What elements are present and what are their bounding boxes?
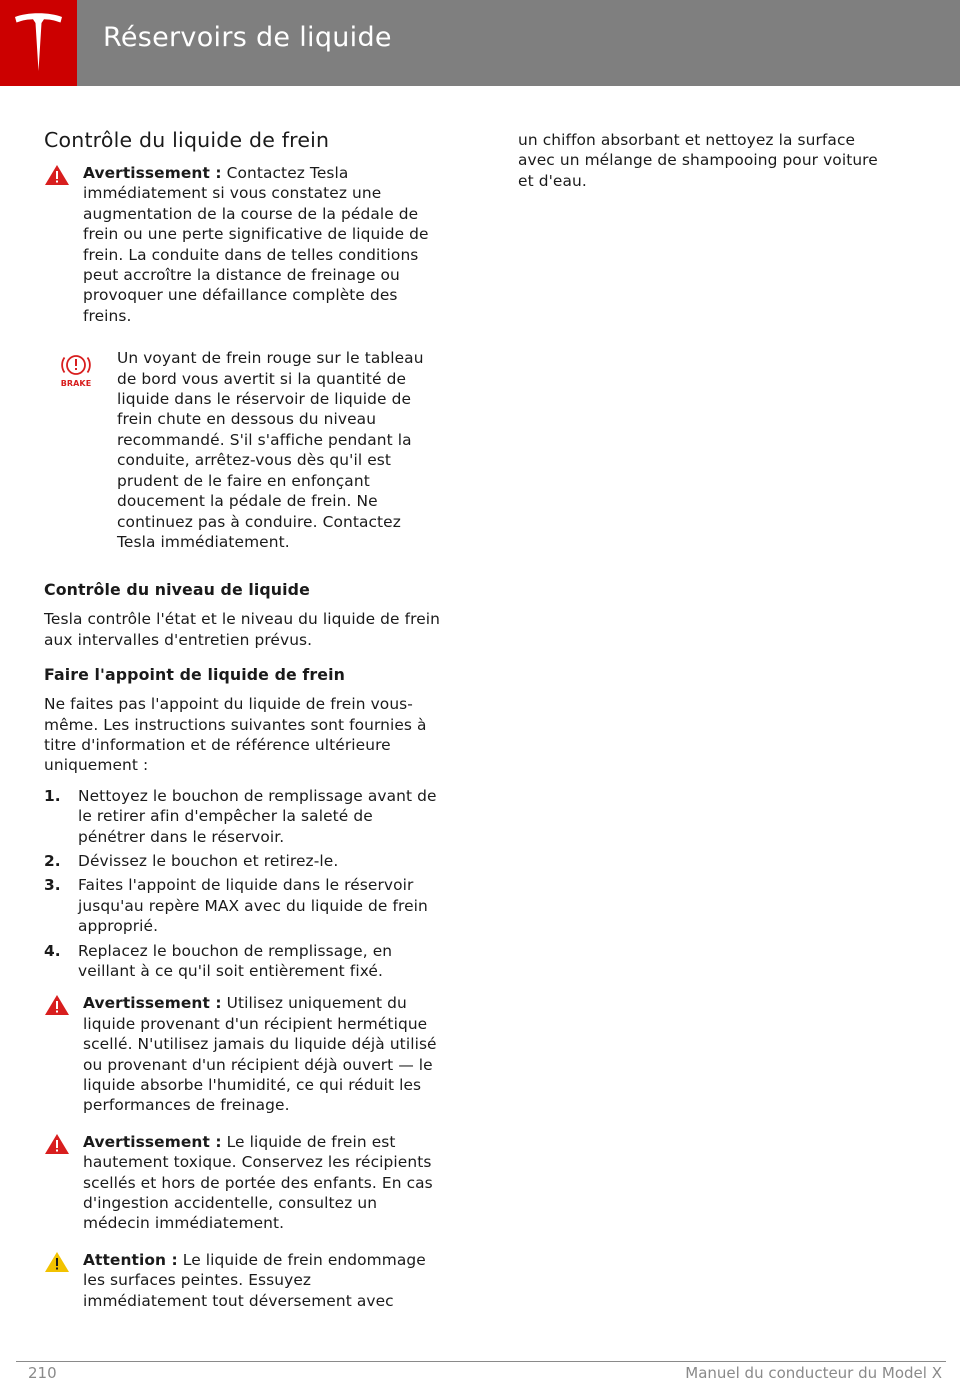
- topup-intro: Ne faites pas l'appoint du liquide de frein vous-même. Les instructions suivantes sont fournies à titre d'information et de référence ultérieure uniquement :: [44, 695, 427, 775]
- step-number: 3.: [44, 876, 61, 895]
- page-header: [0, 0, 960, 86]
- warning-toxic: [44, 1132, 440, 1234]
- manual-title: Manuel du conducteur du Model X: [685, 1364, 942, 1382]
- list-item: [44, 941, 440, 982]
- warning-label: Avertissement :: [83, 1132, 222, 1151]
- warning-label: Avertissement :: [83, 994, 222, 1013]
- step-text: Replacez le bouchon de remplissage, en veillant à ce qu'il soit entièrement fixé.: [78, 941, 393, 980]
- warning-text: Utilisez uniquement du liquide provenant d'un récipient hermétique scellé. N'utilisez jamais du liquide déjà utilisé ou provenant d'un récipient déjà ouvert — le liquide absorbe l'humidité, ce qui réduit les performances de freinage.: [83, 994, 437, 1115]
- step-number: 4.: [44, 941, 61, 960]
- warning-sealed-container: [44, 993, 440, 1115]
- step-text: Nettoyez le bouchon de remplissage avant de le retirer afin d'empêcher la saleté de pénétrer dans le réservoir.: [78, 786, 437, 846]
- page-number: 210: [28, 1364, 57, 1382]
- warning-label: Avertissement :: [83, 164, 222, 182]
- level-check-text: Tesla contrôle l'état et le niveau du liquide de frein aux intervalles d'entretien prévus.: [44, 610, 441, 649]
- topup-steps: [44, 786, 440, 982]
- left-column: [44, 128, 440, 1327]
- level-check-heading: Contrôle du niveau de liquide: [44, 580, 310, 600]
- brand-logo-box: [0, 0, 77, 86]
- right-column-text: un chiffon absorbant et nettoyez la surface avec un mélange de shampooing pour voiture et d'eau.: [518, 131, 878, 190]
- list-item: [44, 851, 440, 871]
- warning-triangle-icon: [44, 1133, 70, 1155]
- tesla-logo-icon: [13, 13, 64, 73]
- caution-text: Le liquide de frein endommage les surfaces peintes. Essuyez immédiatement tout déversement avec: [83, 1250, 426, 1310]
- step-number: 2.: [44, 851, 61, 870]
- warning-text: Contactez Tesla immédiatement si vous constatez une augmentation de la course de la pédale de frein ou une perte significative de liquide de frein. La conduite dans de telles conditions peut accroître la distance de freinage ou provoquer une défaillance complète des freins.: [83, 164, 429, 325]
- caution-triangle-icon: [44, 1251, 70, 1273]
- brake-warning-icon: [56, 353, 96, 389]
- section-title: Contrôle du liquide de frein: [44, 128, 330, 152]
- caution-label: Attention :: [83, 1250, 178, 1269]
- list-item: [44, 786, 440, 847]
- warning-brake-pedal: [44, 163, 440, 326]
- topup-heading: Faire l'appoint de liquide de frein: [44, 665, 345, 685]
- page-title: Réservoirs de liquide: [103, 22, 392, 53]
- list-item: [44, 875, 440, 936]
- brake-indicator-text: Un voyant de frein rouge sur le tableau de bord vous avertit si la quantité de liquide dans le réservoir de liquide de frein chute en dessous du niveau recommandé. S'il s'affiche pendant la conduite, arrêtez-vous dès qu'il est prudent de le faire en enfonçant doucement la pédale de frein. Ne continuez pas à conduire. Contactez Tesla immédiatement.: [117, 349, 424, 551]
- warning-text: Le liquide de frein est hautement toxique. Conservez les récipients scellés et hors de portée des enfants. En cas d'ingestion accidentelle, consultez un médecin immédiatement.: [83, 1132, 433, 1233]
- step-text: Dévissez le bouchon et retirez-le.: [78, 851, 339, 870]
- footer-divider: [16, 1361, 946, 1362]
- brake-icon-label: BRAKE: [60, 379, 92, 389]
- warning-triangle-icon: [44, 994, 70, 1016]
- warning-triangle-icon: [44, 164, 70, 186]
- caution-paint: [44, 1250, 440, 1311]
- step-text: Faites l'appoint de liquide dans le réservoir jusqu'au repère MAX avec du liquide de frein approprié.: [78, 876, 428, 936]
- brake-indicator-note: [44, 348, 440, 552]
- step-number: 1.: [44, 786, 61, 805]
